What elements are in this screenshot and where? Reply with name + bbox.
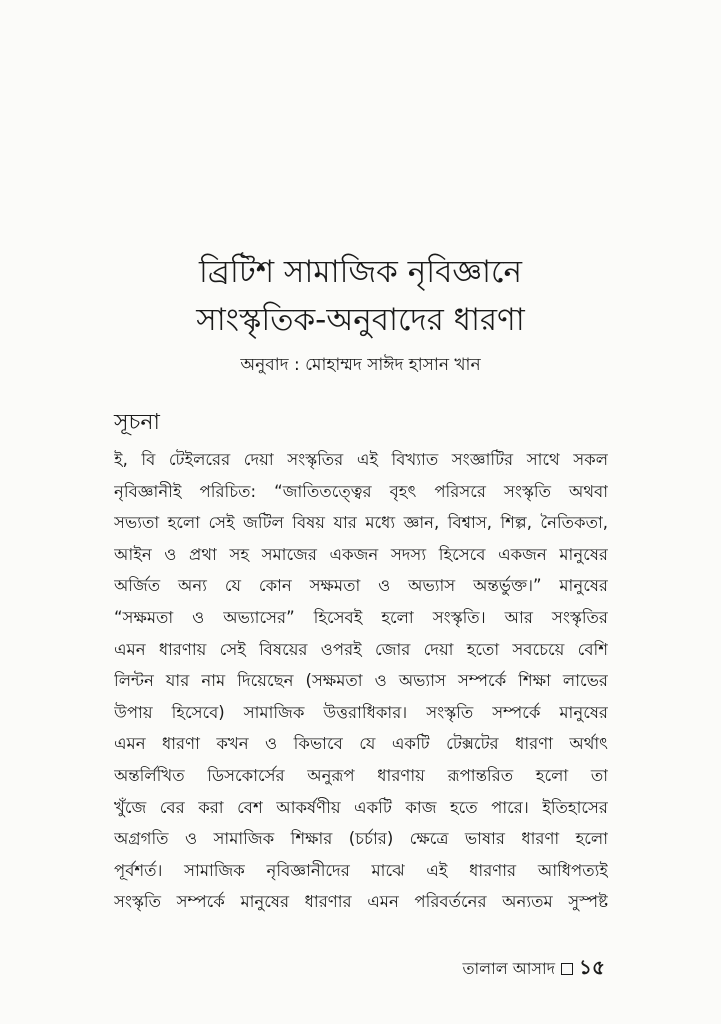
body-line: খুঁজে বের করা বেশ আকর্ষণীয় একটি কাজ হতে পারে। ইতিহাসের xyxy=(114,797,608,817)
body-line: সভ্যতা হলো সেই জটিল বিষয় যার মধ্যে জ্ঞান, বিশ্বাস, শিল্প, নৈতিকতা, xyxy=(114,513,608,533)
body-line: আইন ও প্রথা সহ সমাজের একজন সদস্য হিসেবে একজন মানুষের xyxy=(114,544,608,564)
chapter-title-line-2: সাংস্কৃতিক-অনুবাদের ধারণা xyxy=(196,302,525,338)
body-line: পূর্বশর্ত। সামাজিক নৃবিজ্ঞানীদের মাঝে এই ধারণার আধিপত্যই xyxy=(114,860,608,880)
title-block xyxy=(0,248,721,378)
body-line: উপায় হিসেবে) সামাজিক উত্তরাধিকার। সংস্কৃতি সম্পর্কে মানুষের xyxy=(114,702,608,722)
page-number: ১৫ xyxy=(579,955,605,979)
footer-author: তালাল আসাদ xyxy=(462,959,556,978)
square-separator-icon xyxy=(561,963,573,975)
body-line: অন্তর্লিখিত ডিসকোর্সের অনুরূপ ধারণায় রূপান্তরিত হলো তা xyxy=(114,765,608,785)
translator-credit: অনুবাদ : মোহাম্মদ সাঈদ হাসান খান xyxy=(240,355,481,375)
body-line: লিন্টন যার নাম দিয়েছেন (সক্ষমতা ও অভ্যাস সম্পর্কে শিক্ষা লাভের xyxy=(114,671,608,691)
body-line: অগ্রগতি ও সামাজিক শিক্ষার (চর্চার) ক্ষেত্রে ভাষার ধারণা হলো xyxy=(114,829,608,849)
body-line: এমন ধারণায় সেই বিষয়ের ওপরই জোর দেয়া হতো সবচেয়ে বেশি xyxy=(114,639,608,659)
body-line: এমন ধারণা কখন ও কিভাবে যে একটি টেক্সটের ধারণা অর্থাৎ xyxy=(114,734,608,754)
body-line: নৃবিজ্ঞানীই পরিচিত: “জাতিতত্ত্বের বৃহৎ পরিসরে সংস্কৃতি অথবা xyxy=(114,481,608,501)
body-line: সংস্কৃতি সম্পর্কে মানুষের ধারণার এমন পরিবর্তনের অন্যতম সুস্পষ্ট xyxy=(114,892,608,912)
body-line: অর্জিত অন্য যে কোন সক্ষমতা ও অভ্যাস অন্তর্ভুক্ত।” মানুষের xyxy=(114,576,608,596)
body-line: “সক্ষমতা ও অভ্যাসের” হিসেবই হলো সংস্কৃতি। আর সংস্কৃতির xyxy=(114,607,608,627)
chapter-title-line-1: ব্রিটিশ সামাজিক নৃবিজ্ঞানে xyxy=(199,254,522,290)
body-line: ই, বি টেইলরের দেয়া সংস্কৃতির এই বিখ্যাত সংজ্ঞাটির সাথে সকল xyxy=(114,450,608,469)
body-paragraph xyxy=(114,444,608,918)
page-footer xyxy=(463,955,605,981)
section-heading: সূচনা xyxy=(114,410,160,435)
